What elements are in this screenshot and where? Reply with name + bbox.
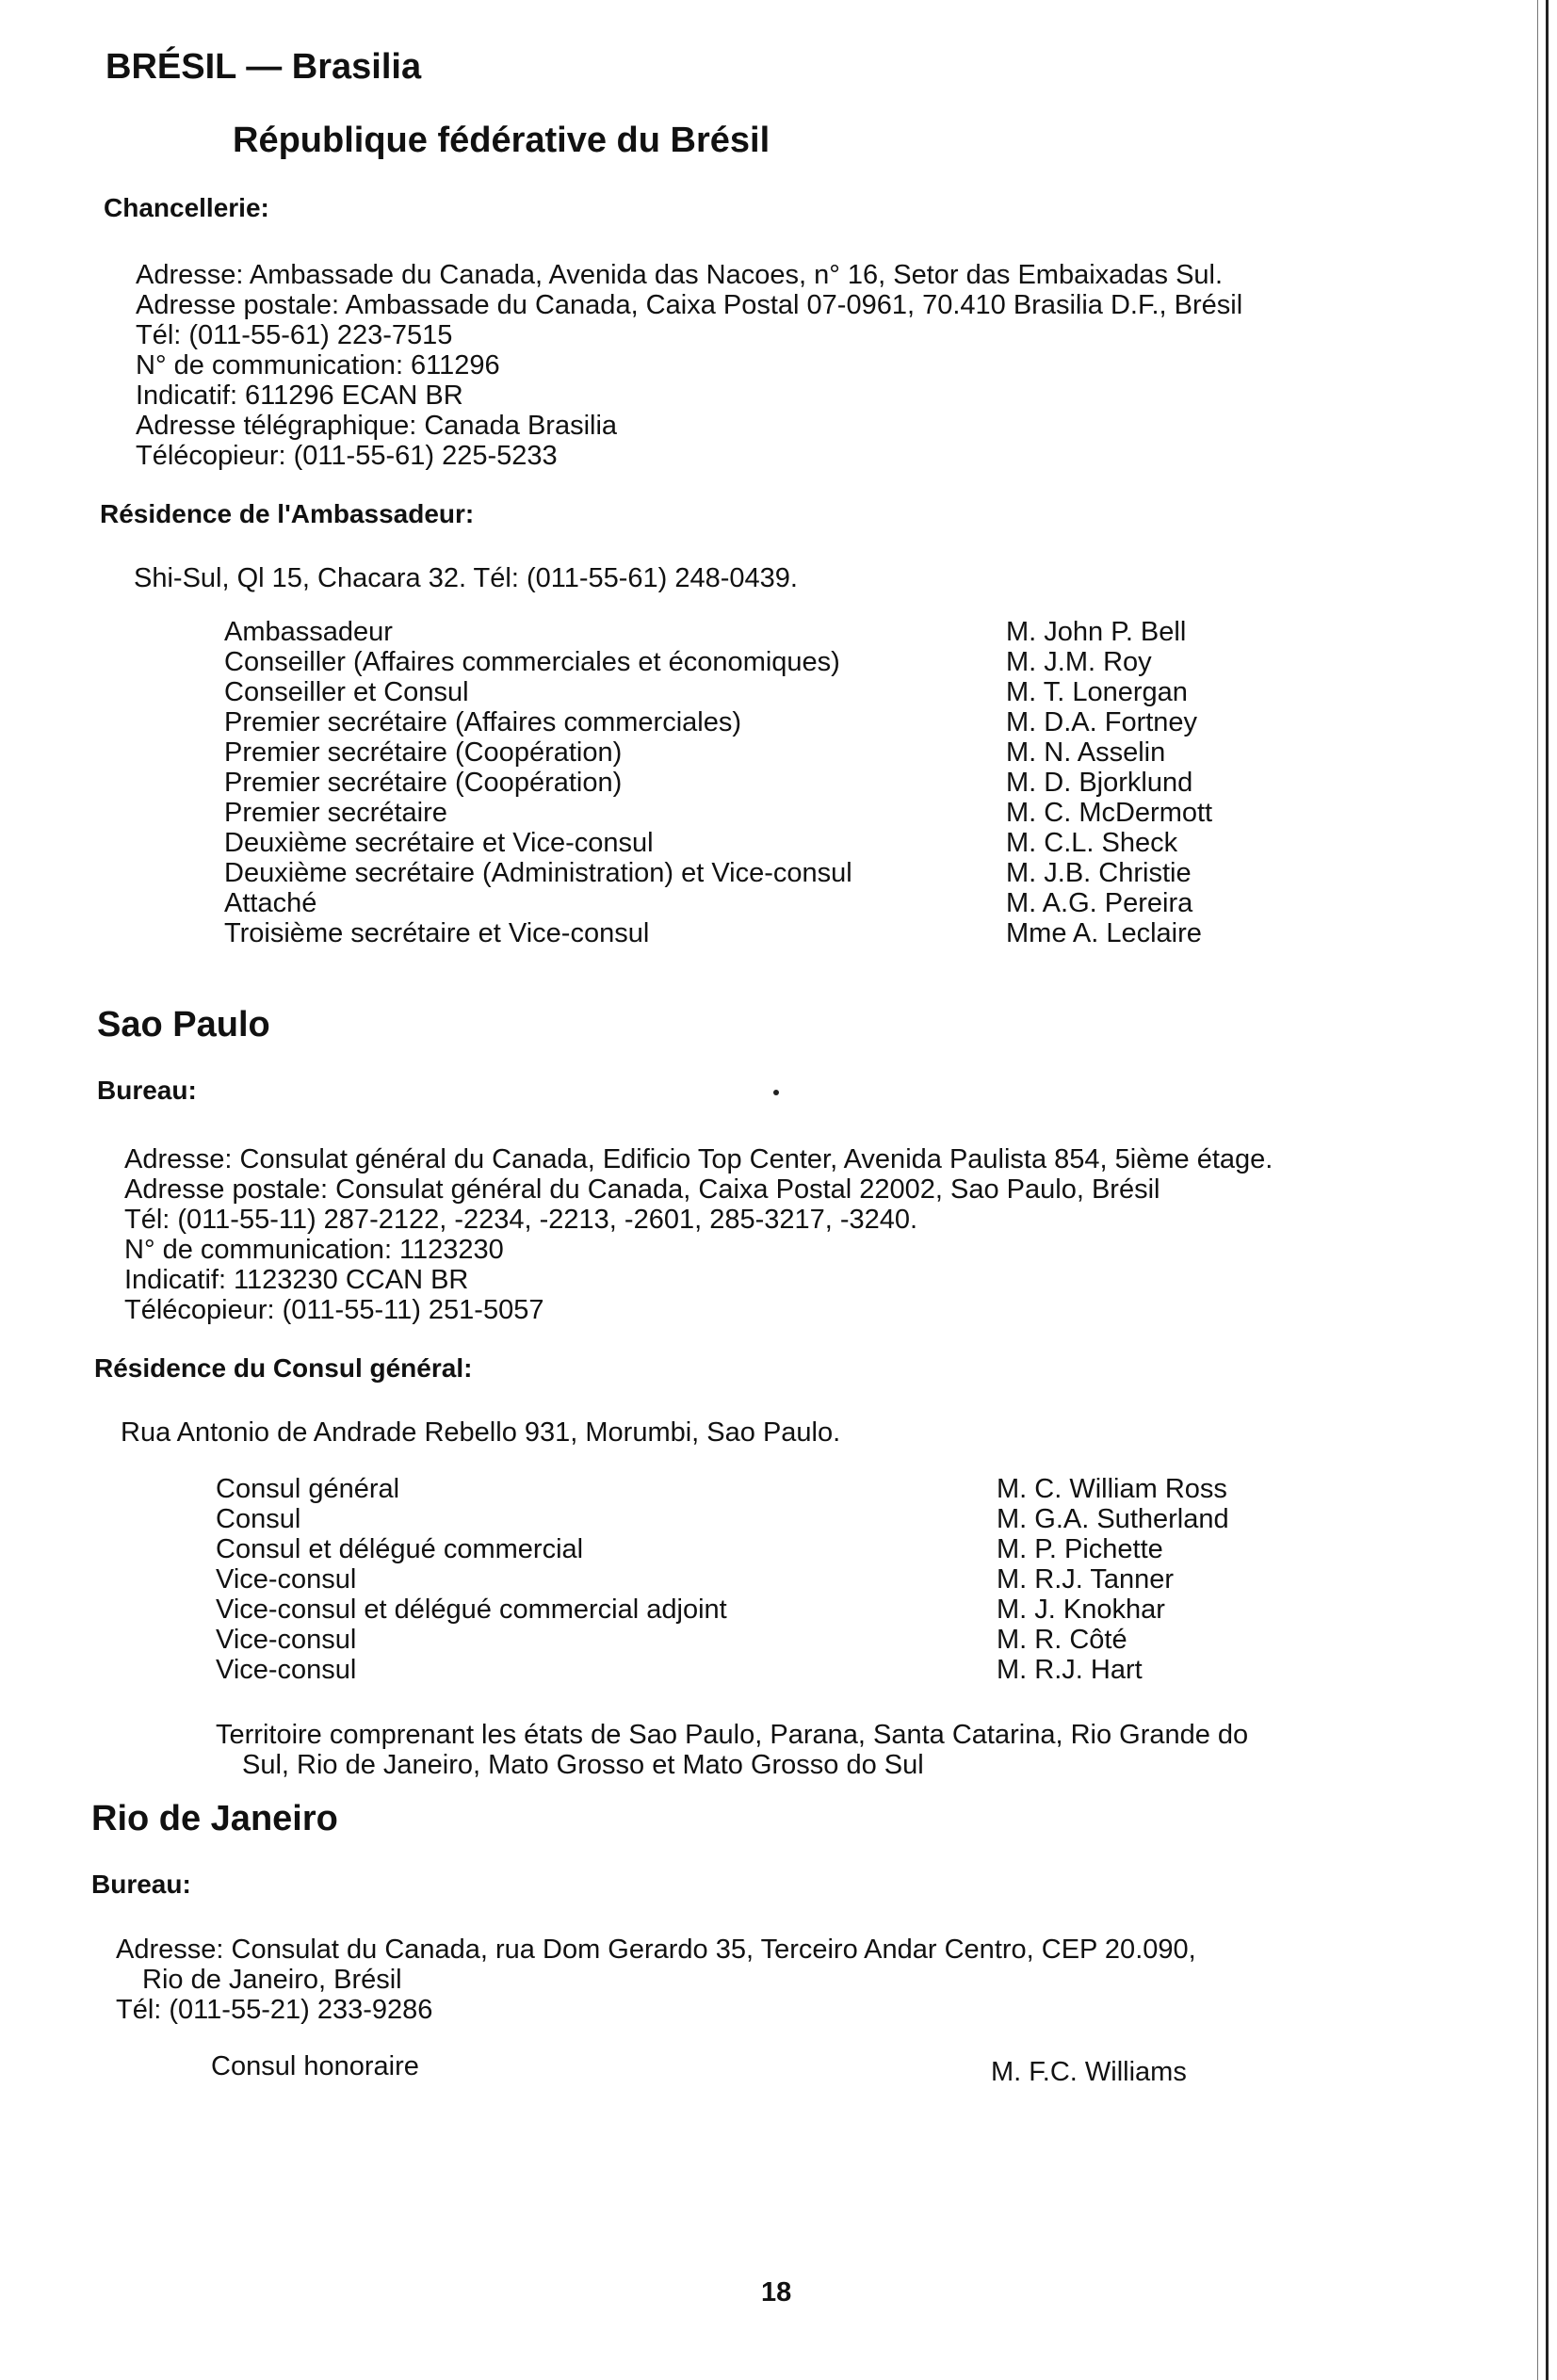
staff-title: Consul et délégué commercial <box>216 1534 584 1564</box>
staff-name: M. J.B. Christie <box>1006 858 1192 888</box>
staff-name: M. G.A. Sutherland <box>997 1504 1229 1534</box>
address-line: Adresse postale: Consulat général du Canada, Caixa Postal 22002, Sao Paulo, Brésil <box>124 1174 1160 1205</box>
chancellery-address <box>136 260 1242 471</box>
rio-address <box>116 1935 1196 2025</box>
staff-title: Consul honoraire <box>211 2051 419 2081</box>
address-line: Rio de Janeiro, Brésil <box>142 1965 402 1995</box>
official-name: République fédérative du Brésil <box>233 121 770 160</box>
staff-title: Premier secrétaire (Affaires commerciales) <box>224 707 741 737</box>
staff-title: Troisième secrétaire et Vice-consul <box>224 918 650 948</box>
address-line: Tél: (011-55-21) 233-9286 <box>116 1995 433 2025</box>
staff-name: M. P. Pichette <box>997 1534 1163 1564</box>
address-line: Adresse: Ambassade du Canada, Avenida das Nacoes, n° 16, Setor das Embaixadas Sul. <box>136 260 1224 290</box>
scan-edge-border <box>1546 0 1549 2380</box>
territory-line: Territoire comprenant les états de Sao Paulo, Parana, Santa Catarina, Rio Grande do <box>216 1720 1249 1750</box>
ambassador-residence-address: Shi-Sul, Ql 15, Chacara 32. Tél: (011-55-61) 248-0439. <box>134 563 798 593</box>
staff-name: M. R.J. Hart <box>997 1655 1143 1685</box>
territory-line: Sul, Rio de Janeiro, Mato Grosso et Mato Grosso do Sul <box>242 1750 924 1780</box>
staff-name: M. R.J. Tanner <box>997 1564 1175 1595</box>
staff-name: M. R. Côté <box>997 1625 1127 1655</box>
address-line: Adresse: Consulat général du Canada, Edificio Top Center, Avenida Paulista 854, 5ième étage. <box>124 1144 1273 1174</box>
sao-paulo-heading: Sao Paulo <box>97 1005 270 1044</box>
staff-title: Deuxième secrétaire (Administration) et Vice-consul <box>224 858 852 888</box>
staff-title: Consul <box>216 1504 301 1534</box>
address-line: Indicatif: 1123230 CCAN BR <box>124 1265 469 1295</box>
sao-paulo-territory <box>216 1720 1248 1780</box>
address-line: N° de communication: 1123230 <box>124 1235 504 1265</box>
staff-name: M. J.M. Roy <box>1006 647 1152 677</box>
staff-title: Conseiller (Affaires commerciales et économiques) <box>224 647 840 677</box>
country-heading: BRÉSIL — Brasilia <box>105 47 422 87</box>
staff-name: M. John P. Bell <box>1006 617 1187 647</box>
rio-heading: Rio de Janeiro <box>91 1799 338 1838</box>
address-line: Adresse télégraphique: Canada Brasilia <box>136 411 618 441</box>
consul-residence-address: Rua Antonio de Andrade Rebello 931, Morumbi, Sao Paulo. <box>121 1417 841 1448</box>
staff-name: M. T. Lonergan <box>1006 677 1188 707</box>
address-line: Tél: (011-55-61) 223-7515 <box>136 320 453 350</box>
address-line: Tél: (011-55-11) 287-2122, -2234, -2213, -2601, 285-3217, -3240. <box>124 1205 918 1235</box>
sao-paulo-address <box>124 1144 1273 1325</box>
scan-edge-line <box>1537 0 1538 2380</box>
ambassador-residence-label: Résidence de l'Ambassadeur: <box>100 499 475 528</box>
staff-name: M. C. McDermott <box>1006 798 1213 828</box>
staff-title: Conseiller et Consul <box>224 677 469 707</box>
staff-title: Vice-consul <box>216 1625 357 1655</box>
staff-name: M. J. Knokhar <box>997 1595 1165 1625</box>
page-number: 18 <box>761 2277 792 2307</box>
staff-name: M. C. William Ross <box>997 1474 1227 1504</box>
staff-title: Deuxième secrétaire et Vice-consul <box>224 828 654 858</box>
address-line: N° de communication: 611296 <box>136 350 500 380</box>
staff-name: Mme A. Leclaire <box>1006 918 1202 948</box>
staff-name: M. F.C. Williams <box>991 2057 1187 2087</box>
staff-title: Vice-consul <box>216 1655 357 1685</box>
consul-residence-label: Résidence du Consul général: <box>94 1353 473 1383</box>
staff-name: M. D.A. Fortney <box>1006 707 1198 737</box>
rio-bureau-label: Bureau: <box>91 1870 191 1899</box>
staff-title: Vice-consul et délégué commercial adjoint <box>216 1595 727 1625</box>
address-line: Télécopieur: (011-55-11) 251-5057 <box>124 1295 544 1325</box>
staff-title: Premier secrétaire (Coopération) <box>224 737 623 768</box>
staff-name: M. C.L. Sheck <box>1006 828 1178 858</box>
chancellery-label: Chancellerie: <box>104 193 269 222</box>
staff-title: Premier secrétaire (Coopération) <box>224 768 623 798</box>
sao-paulo-bureau-label: Bureau: <box>97 1076 197 1105</box>
address-line: Indicatif: 611296 ECAN BR <box>136 380 463 411</box>
staff-title: Attaché <box>224 888 317 918</box>
address-line: Adresse postale: Ambassade du Canada, Caixa Postal 07-0961, 70.410 Brasilia D.F., Brésil <box>136 290 1243 320</box>
address-line: Adresse: Consulat du Canada, rua Dom Gerardo 35, Terceiro Andar Centro, CEP 20.090, <box>116 1935 1196 1965</box>
stray-mark <box>773 1090 779 1095</box>
staff-title: Premier secrétaire <box>224 798 447 828</box>
staff-name: M. D. Bjorklund <box>1006 768 1193 798</box>
staff-name: M. A.G. Pereira <box>1006 888 1193 918</box>
staff-title: Consul général <box>216 1474 400 1504</box>
staff-name: M. N. Asselin <box>1006 737 1166 768</box>
staff-title: Ambassadeur <box>224 617 393 647</box>
address-line: Télécopieur: (011-55-61) 225-5233 <box>136 441 558 471</box>
staff-title: Vice-consul <box>216 1564 357 1595</box>
